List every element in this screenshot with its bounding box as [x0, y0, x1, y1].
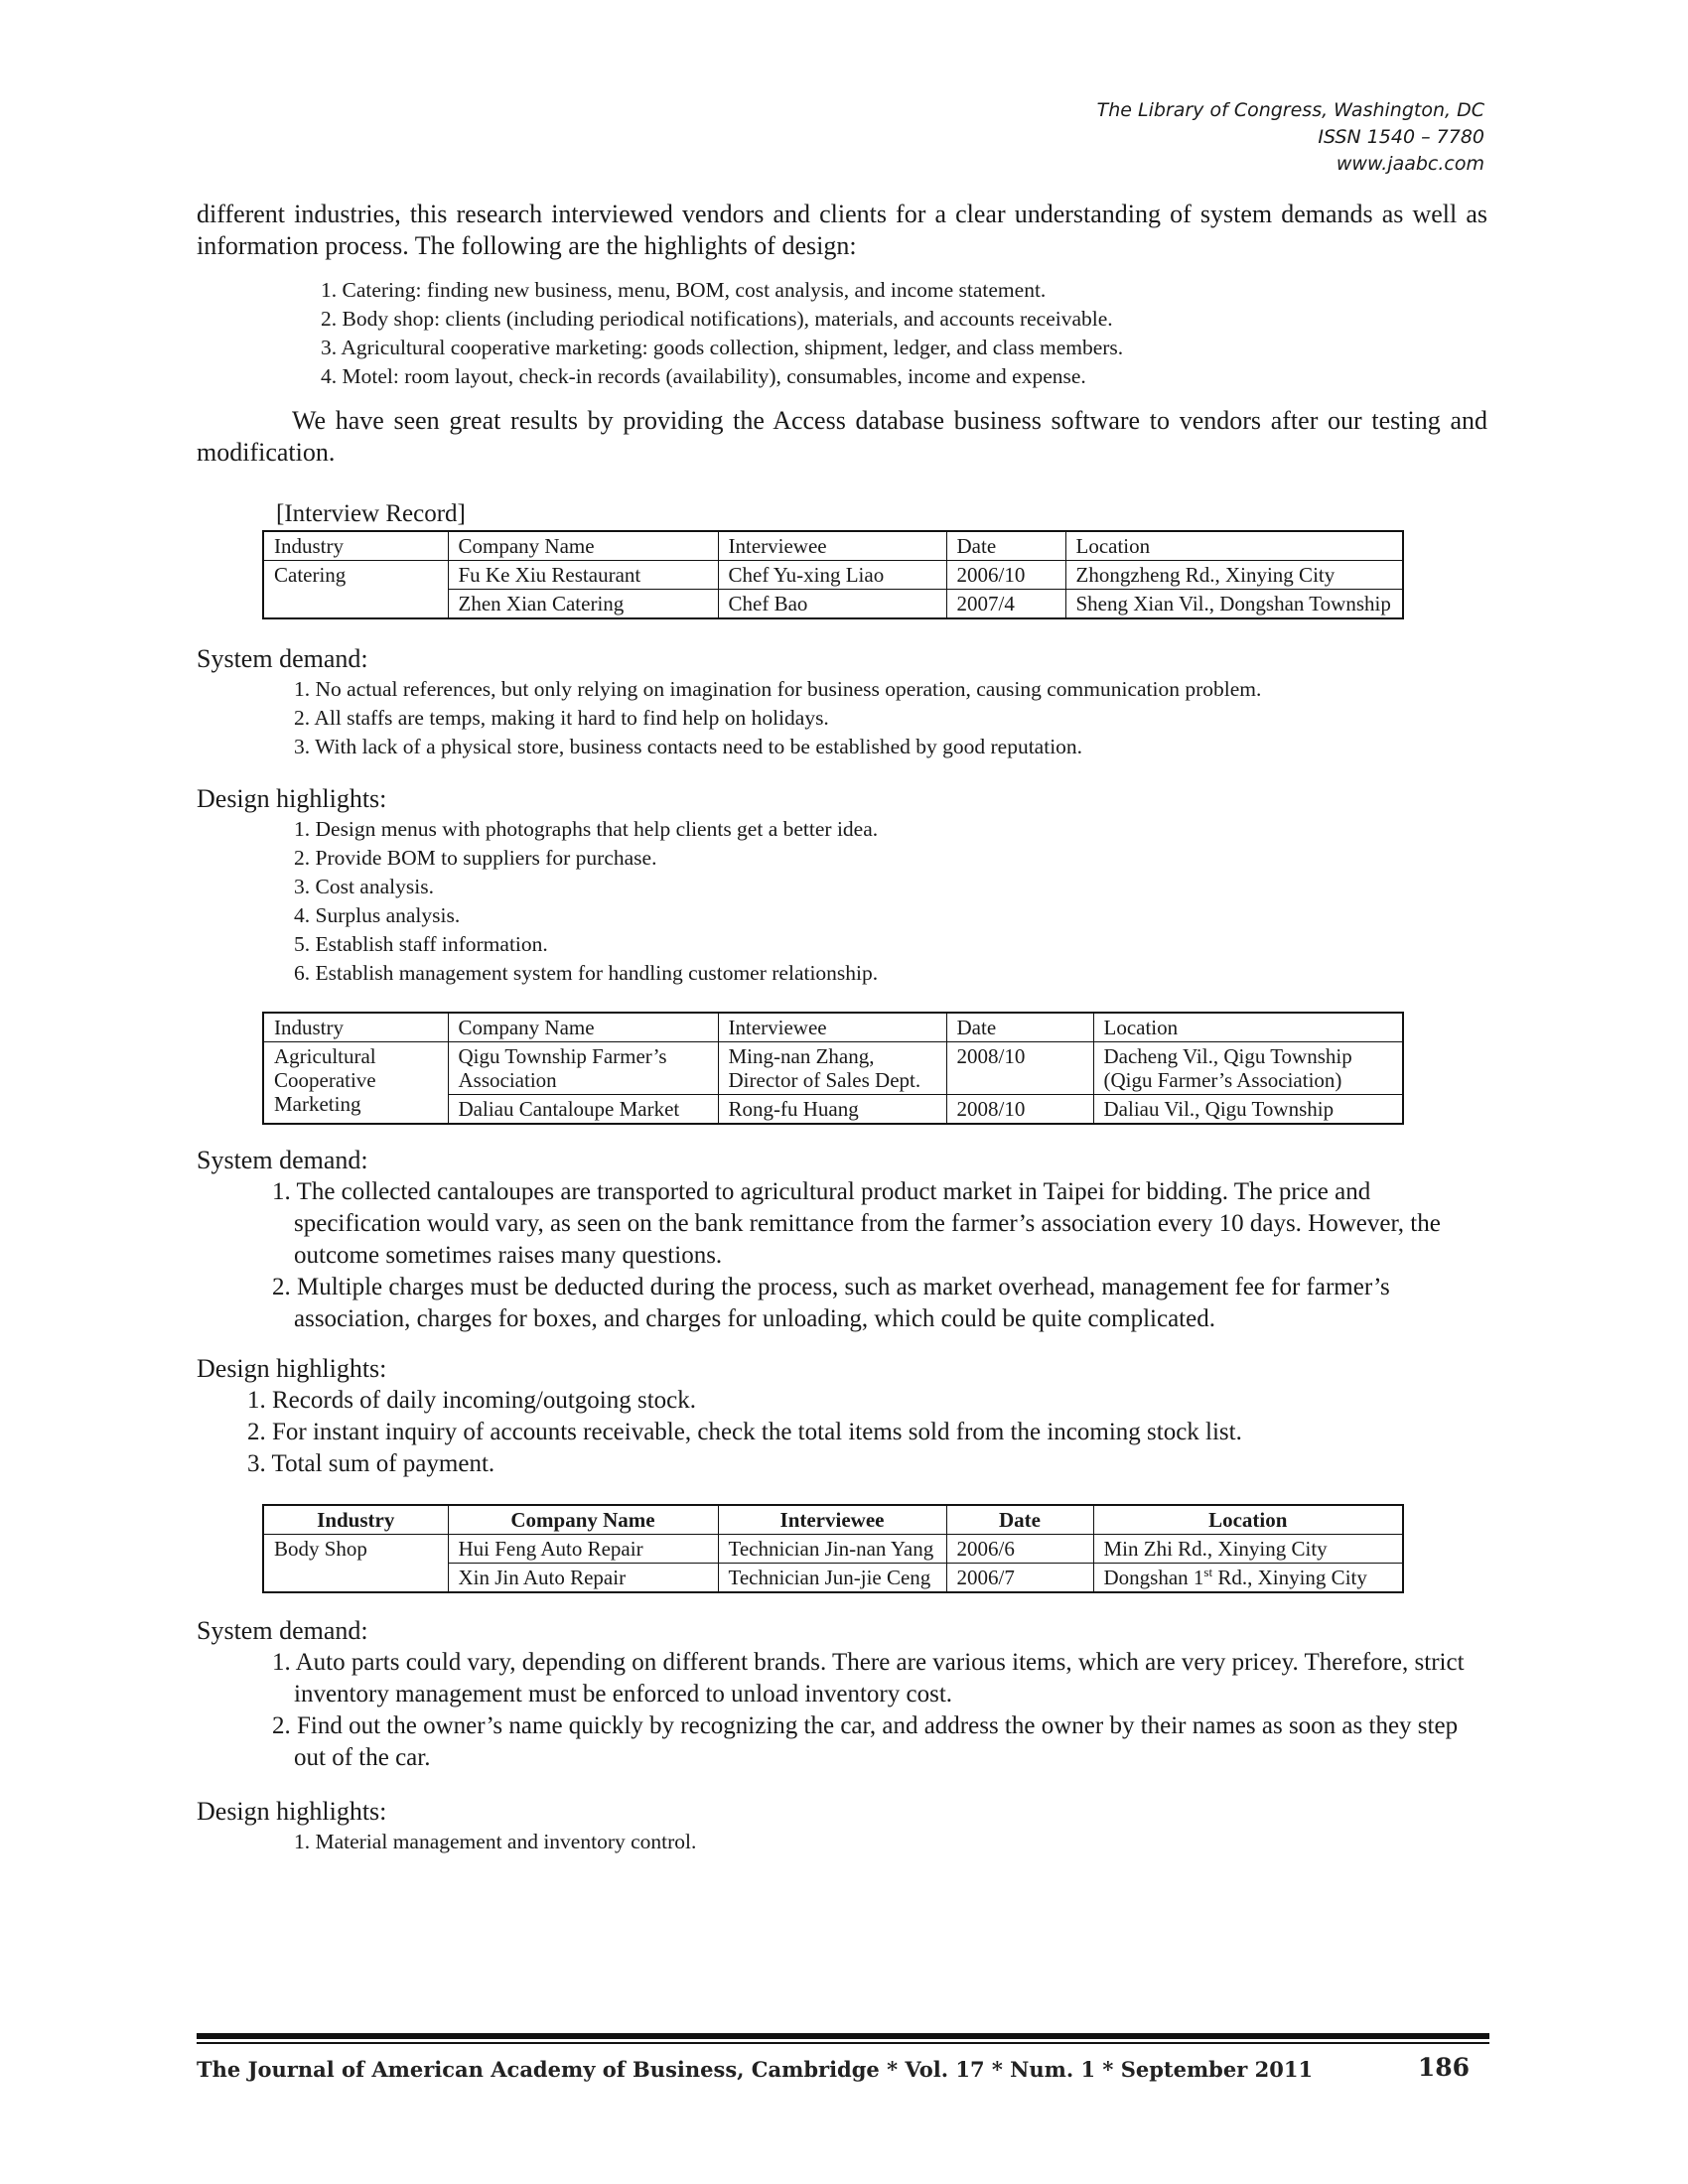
- table-cell: Zhen Xian Catering: [448, 590, 718, 619]
- table-cell: Rong-fu Huang: [718, 1095, 946, 1125]
- list-item: 1. Material management and inventory control.: [294, 1830, 697, 1853]
- table-cell: Dongshan 1st Rd., Xinying City: [1093, 1564, 1403, 1593]
- table-header-row: [263, 1013, 1403, 1042]
- design-highlights-heading: Design highlights:: [197, 784, 387, 813]
- table-cell: Chef Bao: [718, 590, 946, 619]
- table-cell: Ming-nan Zhang, Director of Sales Dept.: [718, 1042, 946, 1095]
- table-header-cell: Company Name: [448, 531, 718, 561]
- table-header-cell: Date: [946, 531, 1065, 561]
- list-item: 1. Records of daily incoming/outgoing stock.: [247, 1387, 697, 1414]
- design-highlights-heading: Design highlights:: [197, 1797, 387, 1826]
- table-header-cell: Date: [946, 1505, 1093, 1535]
- list-item: 2. All staffs are temps, making it hard to find help on holidays.: [294, 706, 829, 730]
- system-demand-heading: System demand:: [197, 1146, 368, 1174]
- list-item: 2. Find out the owner’s name quickly by recognizing the car, and address the owner by their names as soon as they step out of the car.: [272, 1712, 1459, 1771]
- table-cell: 2008/10: [946, 1042, 1093, 1095]
- list-item: 3. Agricultural cooperative marketing: goods collection, shipment, ledger, and class members.: [321, 336, 1124, 359]
- interview-record-caption: [Interview Record]: [276, 500, 466, 527]
- design-highlights-list: [197, 1385, 1487, 1480]
- list-item: 3. With lack of a physical store, business contacts need to be established by good reputation.: [294, 735, 1083, 758]
- list-item: 3. Total sum of payment.: [247, 1450, 495, 1477]
- page-body: [197, 199, 1487, 1856]
- header-library: The Library of Congress, Washington, DC: [1096, 99, 1484, 121]
- table-row: [263, 561, 1403, 590]
- table-row: [263, 1535, 1403, 1564]
- table-cell: 2006/10: [946, 561, 1065, 590]
- table-header-row: [263, 531, 1403, 561]
- table-header-cell: Industry: [263, 1013, 448, 1042]
- running-header: [1097, 97, 1484, 178]
- list-item: 2. Multiple charges must be deducted during the process, such as market overhead, management fee for farmer’s association, charges for boxes, and charges for unloading, which could be quite complicated.: [272, 1274, 1390, 1332]
- table-cell: Xin Jin Auto Repair: [448, 1564, 718, 1593]
- table-header-cell: Date: [946, 1013, 1093, 1042]
- table-header-cell: Industry: [263, 1505, 448, 1535]
- table-cell: Technician Jin-nan Yang: [718, 1535, 946, 1564]
- table-cell: 2006/6: [946, 1535, 1093, 1564]
- list-item: 2. Provide BOM to suppliers for purchase.: [294, 846, 657, 870]
- table-header-cell: Location: [1093, 1505, 1403, 1535]
- table-cell: Zhongzheng Rd., Xinying City: [1065, 561, 1403, 590]
- design-highlight-list: [197, 276, 1487, 391]
- table-cell: Chef Yu-xing Liao: [718, 561, 946, 590]
- table-header-cell: Industry: [263, 531, 448, 561]
- table-header-row: [263, 1505, 1403, 1535]
- table-header-cell: Interviewee: [718, 531, 946, 561]
- design-highlights-list: [197, 815, 1487, 988]
- footer-rule-thick: [197, 2033, 1489, 2039]
- interview-table-agricultural: [262, 1012, 1404, 1125]
- table-cell: 2006/7: [946, 1564, 1093, 1593]
- system-demand-list: [197, 1176, 1487, 1335]
- table-header-cell: Company Name: [448, 1505, 718, 1535]
- table-header-cell: Interviewee: [718, 1013, 946, 1042]
- table-header-cell: Location: [1065, 531, 1403, 561]
- design-highlights-heading: Design highlights:: [197, 1354, 387, 1383]
- table-cell: Technician Jun-jie Ceng: [718, 1564, 946, 1593]
- table-row: [263, 1042, 1403, 1095]
- list-item: 3. Cost analysis.: [294, 875, 434, 898]
- industry-cell: Body Shop: [263, 1535, 448, 1593]
- journal-citation: The Journal of American Academy of Business, Cambridge * Vol. 17 * Num. 1 * September 2011: [197, 2057, 1314, 2082]
- table-cell: Fu Ke Xiu Restaurant: [448, 561, 718, 590]
- list-item: 1. Auto parts could vary, depending on different brands. There are various items, which are very pricey. Therefore, strict inventory management must be enforced to unload inventory cost.: [272, 1649, 1465, 1707]
- table-cell: 2008/10: [946, 1095, 1093, 1125]
- table-header-cell: Location: [1093, 1013, 1403, 1042]
- results-paragraph: We have seen great results by providing the Access database business software to vendors after our testing and modification.: [197, 406, 1487, 467]
- table-cell: Sheng Xian Vil., Dongshan Township: [1065, 590, 1403, 619]
- interview-table-body-shop: [262, 1504, 1404, 1593]
- table-cell: 2007/4: [946, 590, 1065, 619]
- system-demand-heading: System demand:: [197, 1616, 368, 1645]
- list-item: 1. Design menus with photographs that help clients get a better idea.: [294, 817, 879, 841]
- list-item: 4. Surplus analysis.: [294, 903, 461, 927]
- header-issn: ISSN 1540 – 7780: [1318, 126, 1484, 148]
- system-demand-list: [197, 1647, 1487, 1774]
- interview-table-catering: [262, 530, 1404, 619]
- list-item: 1. Catering: finding new business, menu, BOM, cost analysis, and income statement.: [321, 278, 1047, 302]
- table-header-cell: Interviewee: [718, 1505, 946, 1535]
- industry-cell: Catering: [263, 561, 448, 619]
- table-cell: Min Zhi Rd., Xinying City: [1093, 1535, 1403, 1564]
- table-cell: Qigu Township Farmer’s Association: [448, 1042, 718, 1095]
- list-item: 1. The collected cantaloupes are transported to agricultural product market in Taipei for bidding. The price and specification would vary, as seen on the bank remittance from the farmer’s association every 10 days. However, the outcome sometimes raises many questions.: [272, 1178, 1441, 1269]
- table-cell: Daliau Vil., Qigu Township: [1093, 1095, 1403, 1125]
- table-cell: Dacheng Vil., Qigu Township (Qigu Farmer’s Association): [1093, 1042, 1403, 1095]
- list-item: 5. Establish staff information.: [294, 932, 548, 956]
- list-item: 6. Establish management system for handling customer relationship.: [294, 961, 879, 985]
- table-cell: Daliau Cantaloupe Market: [448, 1095, 718, 1125]
- system-demand-list: [197, 675, 1487, 761]
- system-demand-heading: System demand:: [197, 644, 368, 673]
- industry-cell: Agricultural Cooperative Marketing: [263, 1042, 448, 1125]
- list-item: 4. Motel: room layout, check-in records (availability), consumables, income and expense.: [321, 364, 1086, 388]
- footer-rule-thin: [197, 2042, 1489, 2044]
- running-footer: [197, 2053, 1487, 2082]
- intro-paragraph: different industries, this research interviewed vendors and clients for a clear understanding of system demands as well as information process. The following are the highlights of design:: [197, 200, 1487, 260]
- list-item: 1. No actual references, but only relying on imagination for business operation, causing communication problem.: [294, 677, 1262, 701]
- page-number: 186: [1417, 2053, 1470, 2082]
- header-website: www.jaabc.com: [1336, 153, 1484, 175]
- table-cell: Hui Feng Auto Repair: [448, 1535, 718, 1564]
- design-highlights-list: [197, 1828, 1487, 1856]
- list-item: 2. For instant inquiry of accounts receivable, check the total items sold from the incoming stock list.: [247, 1419, 1242, 1445]
- table-header-cell: Company Name: [448, 1013, 718, 1042]
- list-item: 2. Body shop: clients (including periodical notifications), materials, and accounts receivable.: [321, 307, 1113, 331]
